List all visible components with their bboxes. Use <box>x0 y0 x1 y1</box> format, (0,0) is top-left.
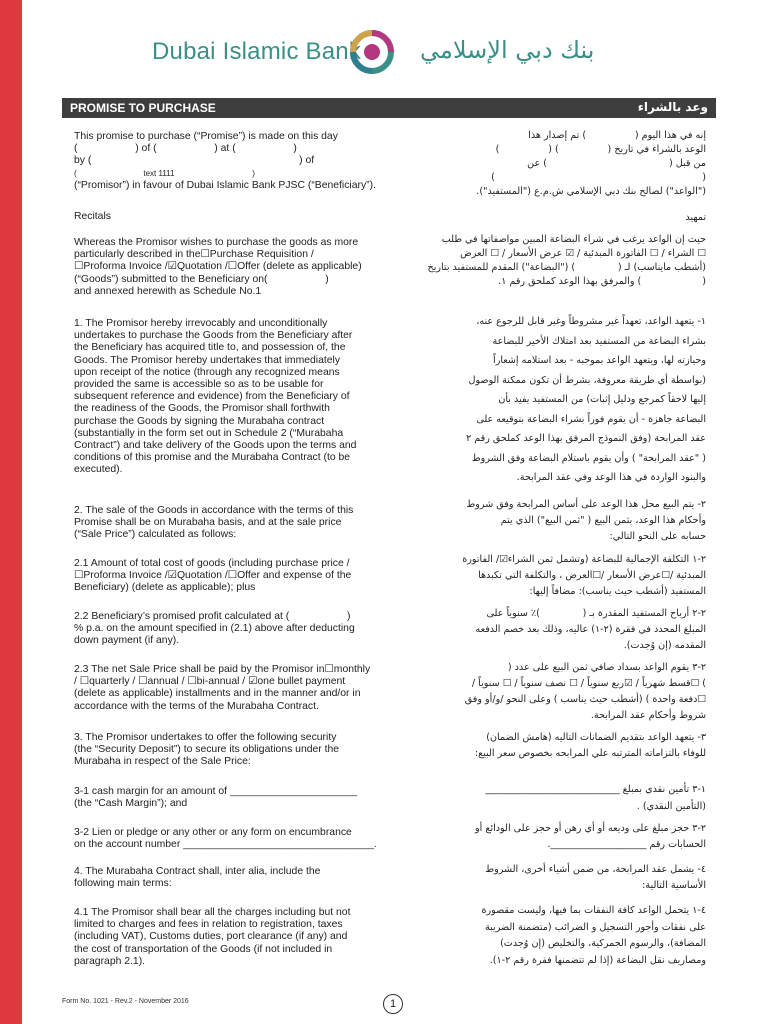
text-line: ("الواعد") لصالح بنك دبي الإسلامي ش.م.ع ("المستفيد"). <box>476 186 706 197</box>
text-line: limited to charges and fees in relation to registration, taxes <box>74 919 343 931</box>
section-title-bar <box>62 98 716 118</box>
clause-4 <box>74 866 385 890</box>
text-line: Whereas the Promisor wishes to purchase the goods as more <box>74 237 359 248</box>
text-line: الحسابات رقم ____________________. <box>547 839 706 850</box>
text-line: on the account number _________________________________. <box>74 839 377 851</box>
clause-2-ar <box>404 497 706 545</box>
text-line: ٢- يتم البيع محل هذا الوعد على أساس المرابحة وفق شروط <box>466 499 706 510</box>
recitals-heading: Recitals <box>74 211 111 222</box>
clause-2-3 <box>74 664 385 713</box>
clause-3-ar <box>404 730 706 762</box>
page-number: 1 <box>383 994 403 1014</box>
text-line: ☐ الشراء / ☐ الفاتورة المبدئية / ☑ عرض الأسعار / ☐ العرض <box>460 248 706 259</box>
clause-3-2-ar <box>404 821 706 853</box>
clause-1 <box>74 318 385 477</box>
text-line: إليها لاحقاً كمرجع ودليل إثبات) من المستفيد يفيد بأن <box>498 394 706 405</box>
text-line: المضافة)، والرسوم الجمركية، والتخليص (إن وُجدت) <box>500 938 706 949</box>
text-line: ☐Proforma Invoice /☑Quotation /☐Offer (delete as applicable) <box>74 261 362 273</box>
text-line: ٢-١ التكلفة الإجمالية للبضاعة (وتشمل ثمن الشراء☑/ الفاتورة <box>462 554 706 565</box>
clause-4-ar <box>404 862 706 894</box>
text-line: 3. The Promisor undertakes to offer the following security <box>74 732 337 743</box>
text-line: Goods. The Promisor hereby undertakes that immediately <box>74 354 341 366</box>
text-line: إنه في هذا اليوم ( ) تم إصدار هذا <box>528 130 706 141</box>
clause-2-2 <box>74 611 385 648</box>
whereas-paragraph-ar <box>404 233 706 289</box>
title-en: PROMISE TO PURCHASE <box>70 101 216 115</box>
text-line: 4. The Murabaha Contract shall, inter alia, include the <box>74 866 321 877</box>
intro-paragraph-ar <box>404 129 706 199</box>
text-line: المبدئية /☐عرض الأسعار /☐العرض ، والتكلفة التي تكبدها <box>478 570 706 581</box>
text-line: conditions of this promise and the Murabaha Contract (to be <box>74 452 351 464</box>
text-line: (the “Cash Margin”); and <box>74 798 188 810</box>
text-line: المستفيد (أشطب حيث يناسب): مضافاً إليها: <box>529 586 706 597</box>
text-line: ٢-٣ يقوم الواعد بسداد صافي ثمن البيع على عدد ( <box>507 662 706 673</box>
text-line: Promise shall be on Murabaha basis, and at the sale price <box>74 517 342 529</box>
text-line: by ( ) of <box>74 155 315 167</box>
text-line: ٣- يتعهد الواعد بتقديم الضمانات التاليه (هامش الضمان) <box>486 732 706 743</box>
clause-2 <box>74 505 385 542</box>
text-line: حيث إن الواعد يرغب في شراء البضاعة المبين مواصفاتها في طلب <box>441 234 706 245</box>
recitals-heading-ar: تمهيد <box>685 212 706 223</box>
whereas-paragraph <box>74 237 385 298</box>
text-line: / ☐quarterly / ☐annual / ☐bi-annual / ☑one bullet payment <box>74 676 346 688</box>
text-line: 2. The sale of the Goods in accordance with the terms of this <box>74 505 354 516</box>
text-line: 2.1 Amount of total cost of goods (including purchase price / <box>74 558 350 569</box>
text-line: ) ☐قسط شهرياً / ☑ربع سنوياً / ☐ نصف سنوياً / ☐ سنوياً / <box>471 678 706 689</box>
clause-3 <box>74 732 385 769</box>
text-line: undertakes to purchase the Goods from the Beneficiary after <box>74 330 353 342</box>
text-line: ٤- يشمل عقد المرابحة، من ضمن أشياء أخرى، الشروط <box>485 864 706 875</box>
text-line: بشراء البضاعة من المستفيد بعد امتلاك الأخير للبضاعة <box>492 335 706 347</box>
text-line: البضاعة جاهزة - أن يقوم فوراً بشراء البضاعة بتوقيعه على <box>476 413 706 425</box>
text-line: (delete as applicable) installments and in the manner and/or in <box>74 688 361 700</box>
text-line: المقدمه (إن وُجدت). <box>623 640 706 651</box>
text-line: على نفقات وأجور التسجيل و الضرائب (متضمنة الضريبة <box>485 921 706 933</box>
text-line: and annexed herewith as Schedule No.1 <box>74 285 262 297</box>
text-line: للوفاء بالتزاماته المترتبه علي المرابحه بخصوص سعر البيع: <box>474 748 706 759</box>
text-line: ٢-٢ أرباح المستفيد المقدرة بـ ( )٪ سنوياً على <box>486 608 706 619</box>
text-line: purchase the Goods by signing the Murabaha contract <box>74 415 325 427</box>
clause-1-ar <box>404 312 706 488</box>
text-line: الوعد بالشراء في تاريخ ( ) ( ) <box>495 144 706 155</box>
text-line: the Beneficiary has acquired title to, and possession of, the <box>74 342 346 354</box>
text-line: (substantially in the form set out in Schedule 2 (“Murabaha <box>74 427 344 439</box>
clause-2-2-ar <box>404 606 706 654</box>
title-ar: وعد بالشراء <box>637 100 708 114</box>
text-line: 1. The Promisor hereby irrevocably and unconditionally <box>74 318 328 329</box>
intro-paragraph <box>74 131 385 192</box>
text-line: ( ) of ( ) at ( ) <box>74 143 297 155</box>
text-line: provided the same is accessible so as to be usable for <box>74 379 324 391</box>
form-number: Form No. 1021 - Rev.2 - November 2016 <box>62 998 189 1005</box>
text-line: ١-٣ تأمين نقدي بمبلغ ____________________________ <box>485 784 706 795</box>
text-line: (“Sale Price”) calculated as follows: <box>74 529 237 541</box>
text-line: ٤-١ يتحمل الواعد كافة النفقات بما فيها، وليست مقصورة <box>481 905 706 916</box>
text-line: Beneficiary) (delete as applicable); plus <box>74 582 256 594</box>
text-line: Murabaha in respect of the Sale Price: <box>74 756 251 768</box>
text-line: This promise to purchase (“Promise”) is made on this day <box>74 131 338 142</box>
text-line: (including VAT), Customs duties, port clearance (if any) and <box>74 931 348 943</box>
text-line: the readiness of the Goods, the Promisor shall forthwith <box>74 403 330 415</box>
clause-3-1 <box>74 786 385 810</box>
clause-3-1-ar <box>404 781 706 815</box>
text-line: (the “Security Deposit”) to secure its obligations under the <box>74 744 340 756</box>
text-line: accordance with the terms of the Murabaha Contract. <box>74 700 319 712</box>
text-line: وحيازته لها، ويتعهد الواعد بموجبه - بعد استلامه إشعاراً <box>493 355 706 366</box>
text-line: (“Goods”) submitted to the Beneficiary on( ) <box>74 273 329 285</box>
text-line: down payment (if any). <box>74 635 180 647</box>
text-line: ١- يتعهد الواعد، تعهداً غير مشروطاً وغير قابل للرجوع عنه، <box>476 316 706 327</box>
text-line: Contract”) and take delivery of the Goods upon the terms and <box>74 440 357 452</box>
text-line: المبلغ المحدد في فقرة (٢-١) عاليه، وذلك بعد خصم الدفعه <box>475 624 706 635</box>
clause-4-1 <box>74 907 385 968</box>
clause-4-1-ar <box>404 903 706 969</box>
text-line: % p.a. on the amount specified in (2.1) above after deducting <box>74 623 355 635</box>
text-line: 3-1 cash margin for an amount of ______________________ <box>74 786 358 797</box>
text-line: 4.1 The Promisor shall bear all the charges including but not <box>74 907 351 918</box>
text-line: ( "عقد المرابحة" ) وأن يقوم باستلام البضاعة وفق الشروط <box>471 452 706 464</box>
text-line: upon receipt of the notice (through any recognized means <box>74 366 340 378</box>
text-line: ( text 1111 ) <box>74 168 255 178</box>
text-line: particularly described in the☐Purchase Requisition / <box>74 249 314 261</box>
text-line: following main terms: <box>74 878 172 890</box>
text-line: executed). <box>74 464 123 476</box>
text-line: والبنود الواردة في هذا الوعد وفي عقد المرابحة. <box>516 472 706 483</box>
text-line: paragraph 2.1). <box>74 955 146 967</box>
text-line: the cost of transportation of the Goods (if not included in <box>74 943 333 955</box>
text-line: ☐دفعة واحدة ) (أشطب حيث يناسب ) وعلى النحو /و/أو وفق <box>464 694 706 705</box>
text-line: ( ) والمرفق بهذا الوعد كملحق رقم ١. <box>498 276 706 287</box>
clause-3-2 <box>74 827 385 851</box>
text-line: من قبل ( ) عن <box>527 158 706 169</box>
text-line: subsequent reference and evidence) from the Beneficiary of <box>74 391 350 403</box>
text-line: الأساسية التالية: <box>642 880 706 891</box>
bank-logo-emblem-icon <box>342 22 402 82</box>
text-line: (بواسطة أي طريقة معروفة، بشرط أن تكون ممكنة الوصول <box>468 374 706 386</box>
text-line: ☐Proforma Invoice /☑Quotation /☐Offer and expense of the <box>74 570 352 582</box>
text-line: ومصاريف نقل البضاعة (إذا لم تتضمنها فقرة رقم ٢-١). <box>489 954 706 966</box>
text-line: 2.2 Beneficiary’s promised profit calculated at ( ) <box>74 611 351 622</box>
text-line: حسابه على النحو التالي: <box>609 531 706 542</box>
clause-2-1 <box>74 558 385 595</box>
clause-2-3-ar <box>404 660 706 724</box>
bank-name-ar: بنك دبي الإسلامي <box>420 36 595 64</box>
side-accent-bar <box>0 0 22 1024</box>
text-line: ٢-٣ حجز مبلغ على وديعه أو أي رهن أو حجز على الودائع أو <box>475 823 706 834</box>
text-line: وأحكام هذا الوعد، بثمن البيع ( "ثمن البيع") الذي يتم <box>500 515 706 526</box>
text-line: (“Promisor”) in favour of Dubai Islamic Bank PJSC (“Beneficiary”). <box>74 179 376 191</box>
text-line: ( ) <box>491 172 706 183</box>
clause-2-1-ar <box>404 552 706 600</box>
text-line: شروط وأحكام عقد المرابحة. <box>590 710 706 721</box>
text-line: (التأمين النقدي) . <box>636 801 706 812</box>
bank-name-en: Dubai Islamic Bank <box>152 38 362 65</box>
text-line: 2.3 The net Sale Price shall be paid by the Promisor in☐monthly <box>74 664 371 675</box>
text-line: 3-2 Lien or pledge or any other or any form on encumbrance <box>74 827 352 838</box>
text-line: عقد المرابحة (وفق النموذج المرفق بهذا الوعد كملحق رقم ٢ <box>466 433 706 444</box>
text-line: (أشطب مايناسب) لـ ( ) ("البضاعة") المقدم للمستفيد بتاريخ <box>427 262 706 273</box>
